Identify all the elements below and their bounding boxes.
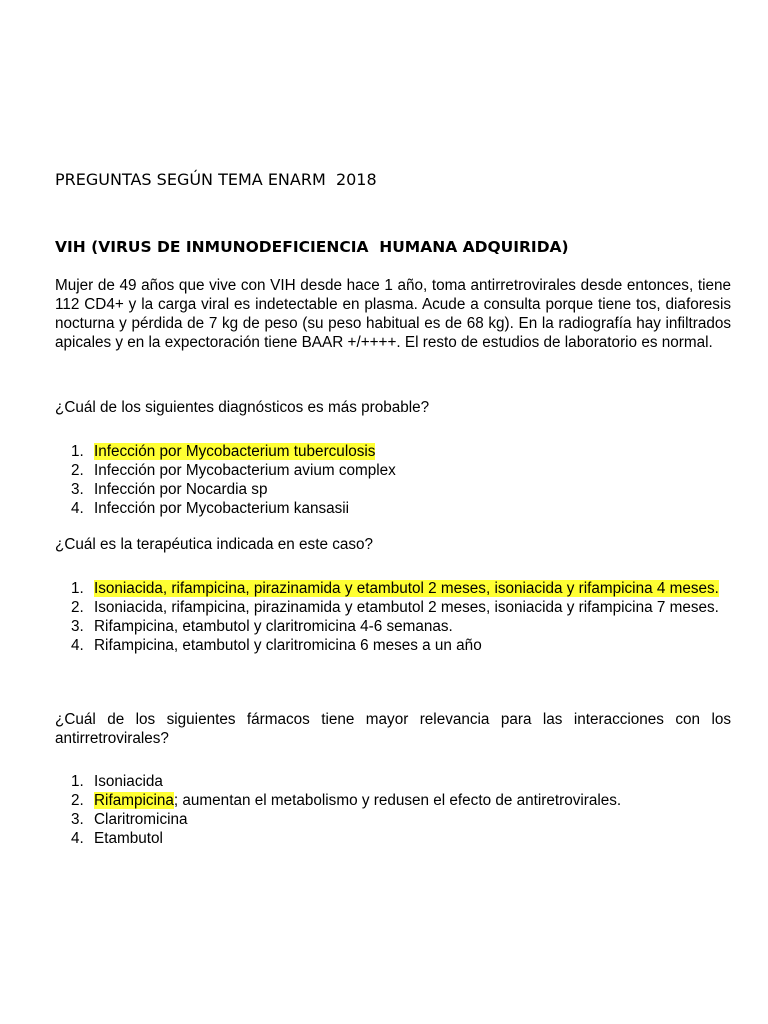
option-text-highlighted: Rifampicina (94, 792, 174, 809)
option-text: Rifampicina, etambutol y claritromicina 6 meses a un año (94, 637, 482, 654)
option-item (55, 598, 731, 617)
option-number: 4. (71, 830, 84, 847)
option-number: 1. (71, 580, 84, 597)
question-2-prompt: ¿Cuál es la terapéutica indicada en este caso? (55, 536, 374, 553)
option-text: Infección por Mycobacterium avium complex (94, 462, 396, 479)
document-title: PREGUNTAS SEGÚN TEMA ENARM 2018 (55, 170, 377, 189)
option-item (55, 579, 731, 598)
option-number: 4. (71, 500, 84, 517)
option-text-highlighted: Isoniacida, rifampicina, pirazinamida y etambutol 2 meses, isoniacida y rifampicina 4 meses. (94, 580, 719, 597)
option-number: 1. (71, 773, 84, 790)
option-text: Etambutol (94, 830, 163, 847)
option-number: 2. (71, 599, 84, 616)
option-text: Claritromicina (94, 811, 188, 828)
option-number: 3. (71, 811, 84, 828)
option-number: 1. (71, 443, 84, 460)
question-1-prompt: ¿Cuál de los siguientes diagnósticos es más probable? (55, 399, 430, 416)
option-text: Infección por Nocardia sp (94, 481, 268, 498)
option-number: 2. (71, 792, 84, 809)
option-item (55, 636, 731, 655)
option-text: Isoniacida (94, 773, 163, 790)
question-2-options (55, 579, 731, 655)
section-heading: VIH (VIRUS DE INMUNODEFICIENCIA HUMANA ADQUIRIDA) (55, 238, 569, 256)
option-text-suffix: ; aumentan el metabolismo y redusen el efecto de antiretrovirales. (173, 792, 622, 809)
option-number: 3. (71, 618, 84, 635)
question-3-prompt: ¿Cuál de los siguientes fármacos tiene mayor relevancia para las interacciones con los antirretrovirales? (55, 711, 731, 747)
option-text: Infección por Mycobacterium kansasii (94, 500, 350, 517)
option-item (55, 791, 731, 810)
option-item (55, 810, 731, 829)
option-text: Isoniacida, rifampicina, pirazinamida y etambutol 2 meses, isoniacida y rifampicina 7 meses. (94, 599, 719, 616)
option-text-highlighted: Infección por Mycobacterium tuberculosis (94, 443, 376, 460)
option-number: 3. (71, 481, 84, 498)
question-1-options (55, 442, 731, 518)
option-item (55, 442, 731, 461)
option-text: Rifampicina, etambutol y claritromicina 4-6 semanas. (94, 618, 453, 635)
option-item (55, 617, 731, 636)
option-number: 4. (71, 637, 84, 654)
option-number: 2. (71, 462, 84, 479)
case-paragraph: Mujer de 49 años que vive con VIH desde hace 1 año, toma antirretrovirales desde entonces, tiene 112 CD4+ y la carga viral es indetectable en plasma. Acude a consulta porque tiene tos, diaforesis nocturna y pérdida de 7 kg de peso (su peso habitual es de 68 kg). En la radiografía hay infiltrados apicales y en la expectoración tiene BAAR +/++++. El resto de estudios de laboratorio es normal. (55, 277, 731, 351)
option-item (55, 480, 731, 499)
option-item (55, 772, 731, 791)
option-item (55, 829, 731, 848)
option-item (55, 499, 731, 518)
question-3-options (55, 772, 731, 848)
option-item (55, 461, 731, 480)
